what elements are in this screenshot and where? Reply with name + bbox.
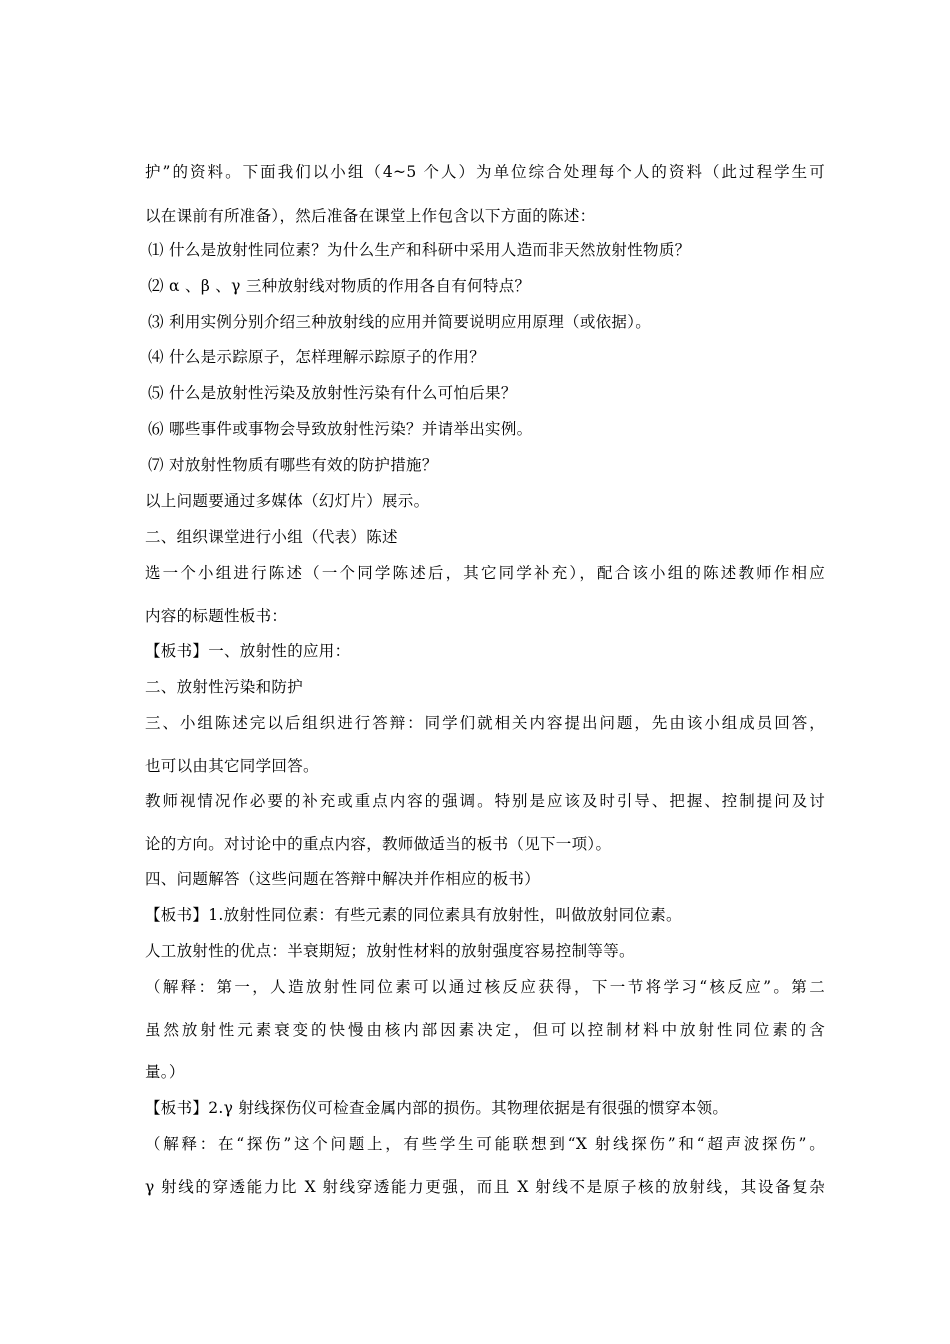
paragraph-line: 以在课前有所准备），然后准备在课堂上作包含以下方面的陈述： — [145, 207, 596, 225]
paragraph-line: 人工放射性的优点：半衰期短；放射性材料的放射强度容易控制等等。 — [145, 942, 635, 960]
board-note: 【板书】一、放射性的应用： — [145, 642, 351, 660]
question-item-3: ⑶ 利用实例分别介绍三种放射线的应用并简要说明应用原理（或依据）。 — [148, 313, 652, 331]
question-item-5: ⑸ 什么是放射性污染及放射性污染有什么可怕后果？ — [148, 384, 517, 402]
paragraph-line: 也可以由其它同学回答。 — [145, 757, 319, 775]
section-heading: 四、问题解答（这些问题在答辩中解决并作相应的板书） — [145, 870, 541, 888]
explanation-line: （解释：第一，人造放射性同位素可以通过核反应获得，下一节将学习“核反应”。第二 — [145, 978, 825, 996]
question-item-6: ⑹ 哪些事件或事物会导致放射性污染？并请举出实例。 — [148, 420, 533, 438]
paragraph-line: 内容的标题性板书： — [145, 607, 288, 625]
section-heading: 二、放射性污染和防护 — [145, 678, 304, 696]
question-item-2: ⑵ α 、β 、γ 三种放射线对物质的作用各自有何特点？ — [148, 277, 531, 295]
explanation-line: 量。） — [145, 1063, 185, 1081]
paragraph-line: 论的方向。对讨论中的重点内容，教师做适当的板书（见下一项）。 — [145, 835, 612, 853]
question-item-7: ⑺ 对放射性物质有哪些有效的防护措施？ — [148, 456, 438, 474]
question-item-1: ⑴ 什么是放射性同位素？为什么生产和科研中采用人造而非天然放射性物质？ — [148, 241, 691, 259]
section-heading: 三、小组陈述完以后组织进行答辩：同学们就相关内容提出问题，先由该小组成员回答， — [145, 714, 825, 732]
board-note: 【板书】2.γ 射线探伤仪可检查金属内部的损伤。其物理依据是有很强的惯穿本领。 — [145, 1099, 729, 1117]
paragraph-line: 教师视情况作必要的补充或重点内容的强调。特别是应该及时引导、把握、控制提问及讨 — [145, 792, 825, 810]
board-note: 【板书】1.放射性同位素：有些元素的同位素具有放射性，叫做放射同位素。 — [145, 906, 682, 924]
paragraph-line: 选一个小组进行陈述（一个同学陈述后，其它同学补充），配合该小组的陈述教师作相应 — [145, 564, 825, 582]
explanation-line: （解释：在“探伤”这个问题上，有些学生可能联想到“X 射线探伤”和“超声波探伤”。 — [145, 1135, 825, 1153]
question-item-4: ⑷ 什么是示踪原子，怎样理解示踪原子的作用？ — [148, 348, 486, 366]
paragraph-line: 护”的资料。下面我们以小组（4~5 个人）为单位综合处理每个人的资料（此过程学生可 — [145, 163, 825, 181]
explanation-line: 虽然放射性元素衰变的快慢由核内部因素决定，但可以控制材料中放射性同位素的含 — [145, 1021, 825, 1039]
explanation-line: γ 射线的穿透能力比 X 射线穿透能力更强，而且 X 射线不是原子核的放射线，其设备复杂 — [145, 1178, 825, 1196]
section-heading: 二、组织课堂进行小组（代表）陈述 — [145, 528, 398, 546]
paragraph-line: 以上问题要通过多媒体（幻灯片）展示。 — [145, 492, 430, 510]
